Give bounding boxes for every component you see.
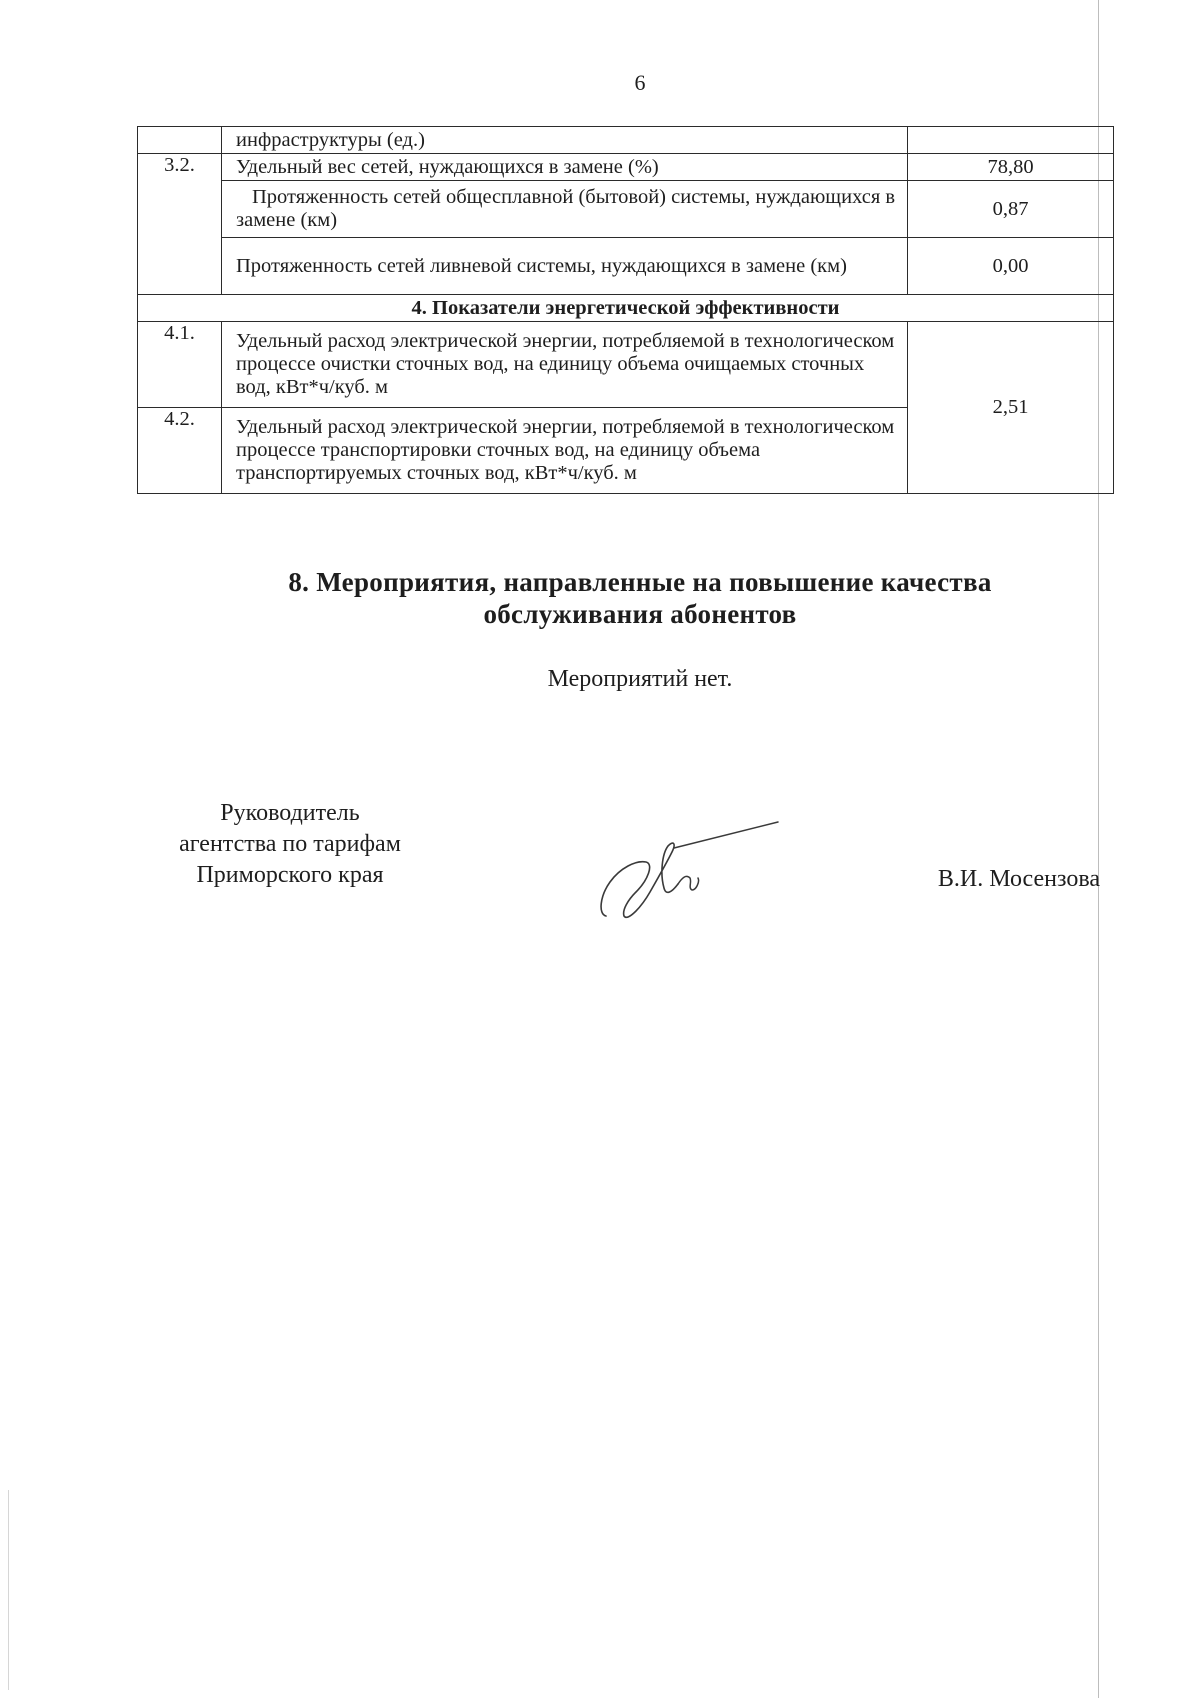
table-section-title: 4. Показатели энергетической эффективности xyxy=(138,295,1114,322)
row-number: 4.1. xyxy=(138,322,222,408)
section-text: Мероприятий нет. xyxy=(547,666,733,692)
signature-position-line: Приморского края xyxy=(196,862,384,888)
table-row xyxy=(138,154,1114,181)
row-description: инфраструктуры (ед.) xyxy=(222,127,908,154)
row-number xyxy=(138,127,222,154)
table-row xyxy=(138,181,1114,238)
page-number: 6 xyxy=(634,70,646,95)
row-description: Удельный расход электрической энергии, потребляемой в технологическом процессе очистки сточных вод, на единицу объема очищаемых сточных вод, кВт*ч/куб. м xyxy=(222,322,908,408)
signature-position-line: агентства по тарифам xyxy=(179,831,401,857)
row-number: 3.2. xyxy=(138,154,222,295)
row-description: Удельный вес сетей, нуждающихся в замене (%) xyxy=(222,154,908,181)
row-value: 78,80 xyxy=(908,154,1114,181)
table-row xyxy=(138,238,1114,295)
scan-edge-line-left xyxy=(8,1490,9,1690)
table-row xyxy=(138,127,1114,154)
row-value: 2,51 xyxy=(908,322,1114,494)
row-value: 0,87 xyxy=(908,181,1114,238)
row-number: 4.2. xyxy=(138,408,222,494)
table-row xyxy=(138,322,1114,408)
row-value xyxy=(908,127,1114,154)
section-heading: 8. Мероприятия, направленные на повышение качества обслуживания абонентов xyxy=(288,567,992,629)
row-description: Протяженность сетей общесплавной (бытовой) системы, нуждающихся в замене (км) xyxy=(222,181,908,238)
row-description: Удельный расход электрической энергии, потребляемой в технологическом процессе транспортировки сточных вод, на единицу объема транспортируемых сточных вод, кВт*ч/куб. м xyxy=(222,408,908,494)
table-section-row xyxy=(138,295,1114,322)
indicators-table xyxy=(137,126,1114,494)
signatory-name: В.И. Мосензова xyxy=(937,866,1100,892)
row-description: Протяженность сетей ливневой системы, нуждающихся в замене (км) xyxy=(222,238,908,295)
signature-position-line: Руководитель xyxy=(220,800,360,826)
signature-position xyxy=(140,798,440,891)
handwritten-signature xyxy=(588,818,788,928)
row-value: 0,00 xyxy=(908,238,1114,295)
